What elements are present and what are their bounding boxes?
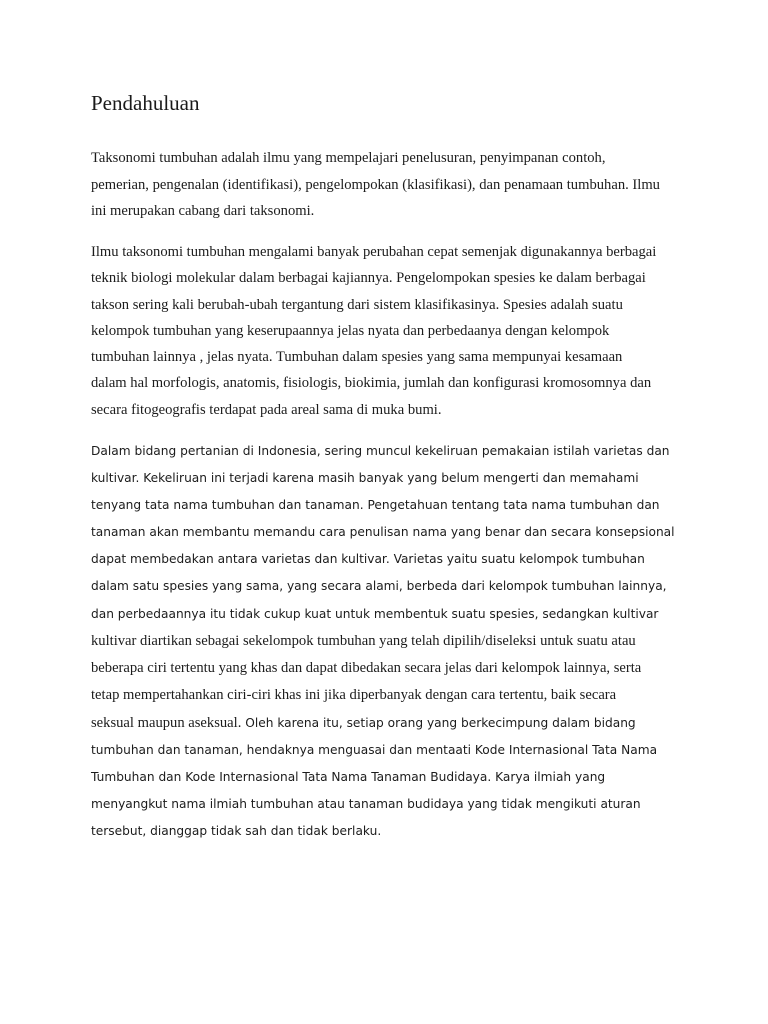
paragraph-line: takson sering kali berubah-ubah tergantung dari sistem klasifikasinya. Spesies adalah suatu <box>91 296 623 313</box>
paragraph-line: tumbuhan lainnya , jelas nyata. Tumbuhan dalam spesies yang sama mempunyai kesamaan <box>91 349 623 366</box>
paragraph-line: teknik biologi molekular dalam berbagai kajiannya. Pengelompokan spesies ke dalam berbagai <box>91 270 646 287</box>
paragraph-line: dalam satu spesies yang sama, yang secara alami, berbeda dari kelompok tumbuhan lainnya, <box>91 579 667 594</box>
paragraph-varietas-kultivar <box>91 438 675 845</box>
paragraph-line: dalam hal morfologis, anatomis, fisiologis, biokimia, jumlah dan konfigurasi kromosomnya dan <box>91 375 652 392</box>
paragraph-taksonomi-changes <box>91 239 656 423</box>
paragraph-line: tumbuhan dan tanaman, hendaknya menguasai dan mentaati Kode Internasional Tata Nama <box>91 743 658 758</box>
paragraph-line: ini merupakan cabang dari taksonomi. <box>91 203 315 219</box>
paragraph-line-part: seksual maupun aseksual. <box>91 714 242 731</box>
paragraph-line: secara fitogeografis terdapat pada areal sama di muka bumi. <box>91 401 442 418</box>
paragraph-line: tenyang tata nama tumbuhan dan tanaman. Pengetahuan tentang tata nama tumbuhan dan <box>91 498 660 513</box>
paragraph-line: dan perbedaannya itu tidak cukup kuat untuk membentuk suatu spesies, sedangkan kultivar <box>91 606 659 621</box>
paragraph-line: Taksonomi tumbuhan adalah ilmu yang mempelajari penelusuran, penyimpanan contoh, <box>91 150 606 166</box>
paragraph-line: dapat membedakan antara varietas dan kultivar. Varietas yaitu suatu kelompok tumbuhan <box>91 552 645 567</box>
paragraph-line: kelompok tumbuhan yang keserupaannya jelas nyata dan perbedaanya dengan kelompok <box>91 322 610 339</box>
paragraph-line: kultivar diartikan sebagai sekelompok tumbuhan yang telah dipilih/diseleksi untuk suatu atau <box>91 632 636 649</box>
paragraph-line: beberapa ciri tertentu yang khas dan dapat dibedakan secara jelas dari kelompok lainnya, serta <box>91 659 642 676</box>
paragraph-line: tersebut, dianggap tidak sah dan tidak berlaku. <box>91 824 382 839</box>
paragraph-line: pemerian, pengenalan (identifikasi), pengelompokan (klasifikasi), dan penamaan tumbuhan. Ilmu <box>91 176 660 193</box>
paragraph-line: tetap mempertahankan ciri-ciri khas ini jika diperbanyak dengan cara tertentu, baik secara <box>91 686 617 703</box>
paragraph-line: Dalam bidang pertanian di Indonesia, sering muncul kekeliruan pemakaian istilah varietas dan <box>91 444 670 458</box>
paragraph-line-mixed <box>91 709 675 737</box>
paragraph-line-part: Oleh karena itu, setiap orang yang berkecimpung dalam bidang <box>241 715 636 730</box>
paragraph-line: tanaman akan membantu memandu cara penulisan nama yang benar dan secara konsepsional <box>91 525 675 540</box>
paragraph-line: menyangkut nama ilmiah tumbuhan atau tanaman budidaya yang tidak mengikuti aturan <box>91 797 641 812</box>
paragraph-line: Ilmu taksonomi tumbuhan mengalami banyak perubahan cepat semenjak digunakannya berbagai <box>91 244 657 260</box>
paragraph-taksonomi-definition <box>91 145 660 225</box>
paragraph-line: Tumbuhan dan Kode Internasional Tata Nama Tanaman Budidaya. Karya ilmiah yang <box>91 770 606 785</box>
paragraph-line: kultivar. Kekeliruan ini terjadi karena masih banyak yang belum mengerti dan memahami <box>91 471 639 486</box>
page-title: Pendahuluan <box>91 91 200 115</box>
